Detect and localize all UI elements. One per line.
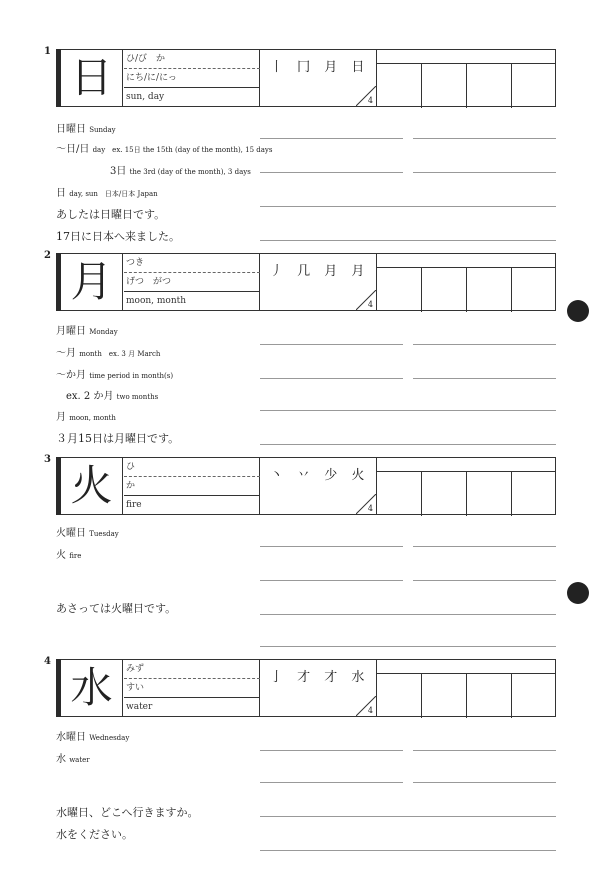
vocab-item: 火曜日 Tuesday	[56, 528, 119, 539]
example-sentence: あしたは日曜日です。	[56, 208, 166, 221]
meaning: moon, month	[126, 296, 187, 306]
section-number: 4	[44, 656, 51, 667]
vocab-item: 月 moon, month	[56, 412, 116, 423]
on-reading: にち/に/にっ	[124, 69, 260, 88]
meaning: sun, day	[126, 92, 165, 102]
vocab-item: 月曜日 Monday	[56, 326, 118, 337]
example-sentence: 水曜日、どこへ行きますか。	[56, 806, 199, 819]
practice-grid	[377, 457, 556, 515]
kun-reading: ひ/び か	[124, 50, 260, 69]
stroke-order-box	[260, 253, 377, 311]
example-sentence: 17日に日本へ来ました。	[56, 230, 180, 243]
example-sentence: ３月15日は月曜日です。	[56, 432, 180, 445]
vocab-item: ex. 2 か月 two months	[66, 391, 159, 402]
section-number: 1	[44, 46, 51, 57]
vocab-item: ～か月 time period in month(s)	[56, 370, 174, 381]
stroke-order-box	[260, 659, 377, 717]
on-reading: か	[124, 477, 260, 496]
stroke-order-box	[260, 457, 377, 515]
on-reading: すい	[124, 679, 260, 698]
kun-reading: ひ	[124, 458, 260, 477]
stroke-order-box	[260, 49, 377, 107]
practice-grid	[377, 253, 556, 311]
kun-reading: つき	[124, 254, 260, 273]
corner-diagonal-icon	[356, 290, 376, 310]
stroke-count: 4	[367, 300, 373, 309]
binder-hole	[567, 582, 589, 604]
practice-grid	[377, 659, 556, 717]
stroke-sequence: 丶 丷 少 火	[270, 468, 370, 483]
vocab-item: 水曜日 Wednesday	[56, 732, 130, 743]
vocab-item: 日曜日 Sunday	[56, 124, 116, 135]
vocab-item: ～月 month ex. 3 月 March	[56, 348, 161, 359]
stroke-count: 4	[367, 96, 373, 105]
stroke-count: 4	[367, 706, 373, 715]
on-reading: げつ がつ	[124, 273, 260, 292]
binder-hole	[567, 300, 589, 322]
vocab-item: ～日/日 day ex. 15日 the 15th (day of the month), 15 days	[56, 144, 273, 155]
vocab-item: 水 water	[56, 754, 90, 765]
corner-diagonal-icon	[356, 696, 376, 716]
section-number: 3	[44, 454, 51, 465]
meaning: water	[126, 702, 153, 712]
stroke-count: 4	[367, 504, 373, 513]
example-sentence: あさっては火曜日です。	[56, 602, 177, 615]
vocab-item: 3日 the 3rd (day of the month), 3 days	[110, 166, 251, 177]
stroke-sequence: 丨 冂 月 日	[270, 60, 370, 75]
vocab-item: 火 fire	[56, 550, 82, 561]
stroke-sequence: 亅 才 才 水	[270, 670, 370, 685]
kanji-character: 日	[61, 49, 123, 107]
kanji-character: 火	[61, 457, 123, 515]
kanji-character: 水	[61, 659, 123, 717]
stroke-sequence: 丿 几 月 月	[270, 264, 370, 279]
practice-grid	[377, 49, 556, 107]
corner-diagonal-icon	[356, 86, 376, 106]
kun-reading: みず	[124, 660, 260, 679]
example-sentence: 水をください。	[56, 828, 133, 841]
section-number: 2	[44, 250, 51, 261]
kanji-character: 月	[61, 253, 123, 311]
vocab-item: 日 day, sun 日本/日本 Japan	[56, 188, 158, 199]
meaning: fire	[126, 500, 142, 510]
corner-diagonal-icon	[356, 494, 376, 514]
